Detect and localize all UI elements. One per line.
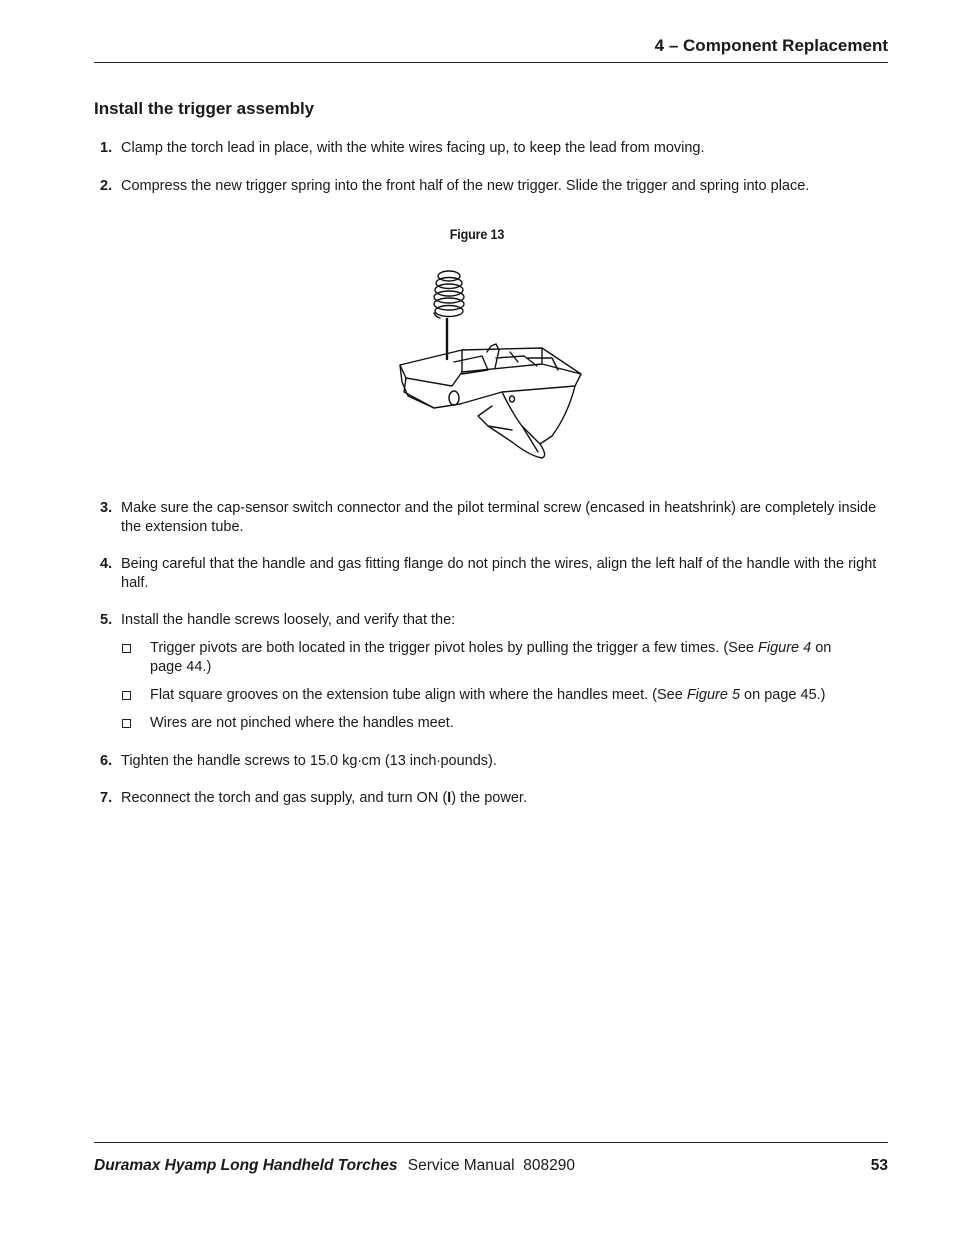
step-number: 4. [100,556,113,572]
chapter-title: 4 – Component Replacement [654,36,888,55]
step-text: Compress the new trigger spring into the front half of the new trigger. Slide the trigger and spring into place. [121,178,810,194]
check-item-2 [122,686,862,705]
step-number: 6. [100,753,113,769]
step-number: 1. [100,140,113,156]
step-6 [100,752,880,771]
step-text: Clamp the torch lead in place, with the white wires facing up, to keep the lead from moving. [121,140,705,156]
step-5 [100,611,880,630]
document-id: Service Manual 808290 [407,1157,575,1174]
step-3 [100,499,880,537]
step-1 [100,139,880,158]
figure-reference: Figure 4 [757,640,812,656]
check-item-text: Flat square grooves on the extension tube align with where the handles meet. (See Figure 5 on page 45.) [150,687,826,703]
step-2 [100,177,880,196]
step-number: 3. [100,500,113,516]
step-text: Being careful that the handle and gas fitting flange do not pinch the wires, align the left half of the handle with the right half. [121,556,877,591]
step-text: Make sure the cap-sensor switch connector and the pilot terminal screw (encased in heatshrink) are completely inside the extension tube. [121,500,877,535]
trigger-assembly-figure [392,266,588,462]
check-item-3 [122,714,862,733]
step-text: Reconnect the torch and gas supply, and turn ON (I) the power. [121,790,527,806]
checkbox-square-icon [122,644,131,653]
check-item-text: Wires are not pinched where the handles meet. [150,715,454,731]
power-on-symbol: I [447,790,452,806]
step-text: Tighten the handle screws to 15.0 kg∙cm (13 inch∙pounds). [121,753,497,769]
figure-caption: Figure 13 [449,226,505,242]
checkbox-square-icon [122,719,131,728]
step-4 [100,555,880,593]
step-text: Install the handle screws loosely, and verify that the: [121,612,456,628]
figure-reference: Figure 5 [686,687,741,703]
section-title: Install the trigger assembly [94,99,315,118]
product-name: Duramax Hyamp Long Handheld Torches [94,1157,398,1174]
page-header [94,36,888,63]
step-number: 5. [100,612,113,628]
page-footer [94,1142,888,1175]
checkbox-square-icon [122,691,131,700]
check-item-1 [122,639,862,677]
step-number: 7. [100,790,113,806]
step-number: 2. [100,178,113,194]
step-7 [100,789,880,808]
check-item-text: Trigger pivots are both located in the trigger pivot holes by pulling the trigger a few times. (See Figure 4 on page 44.) [150,640,832,675]
page-number: 53 [870,1157,888,1174]
